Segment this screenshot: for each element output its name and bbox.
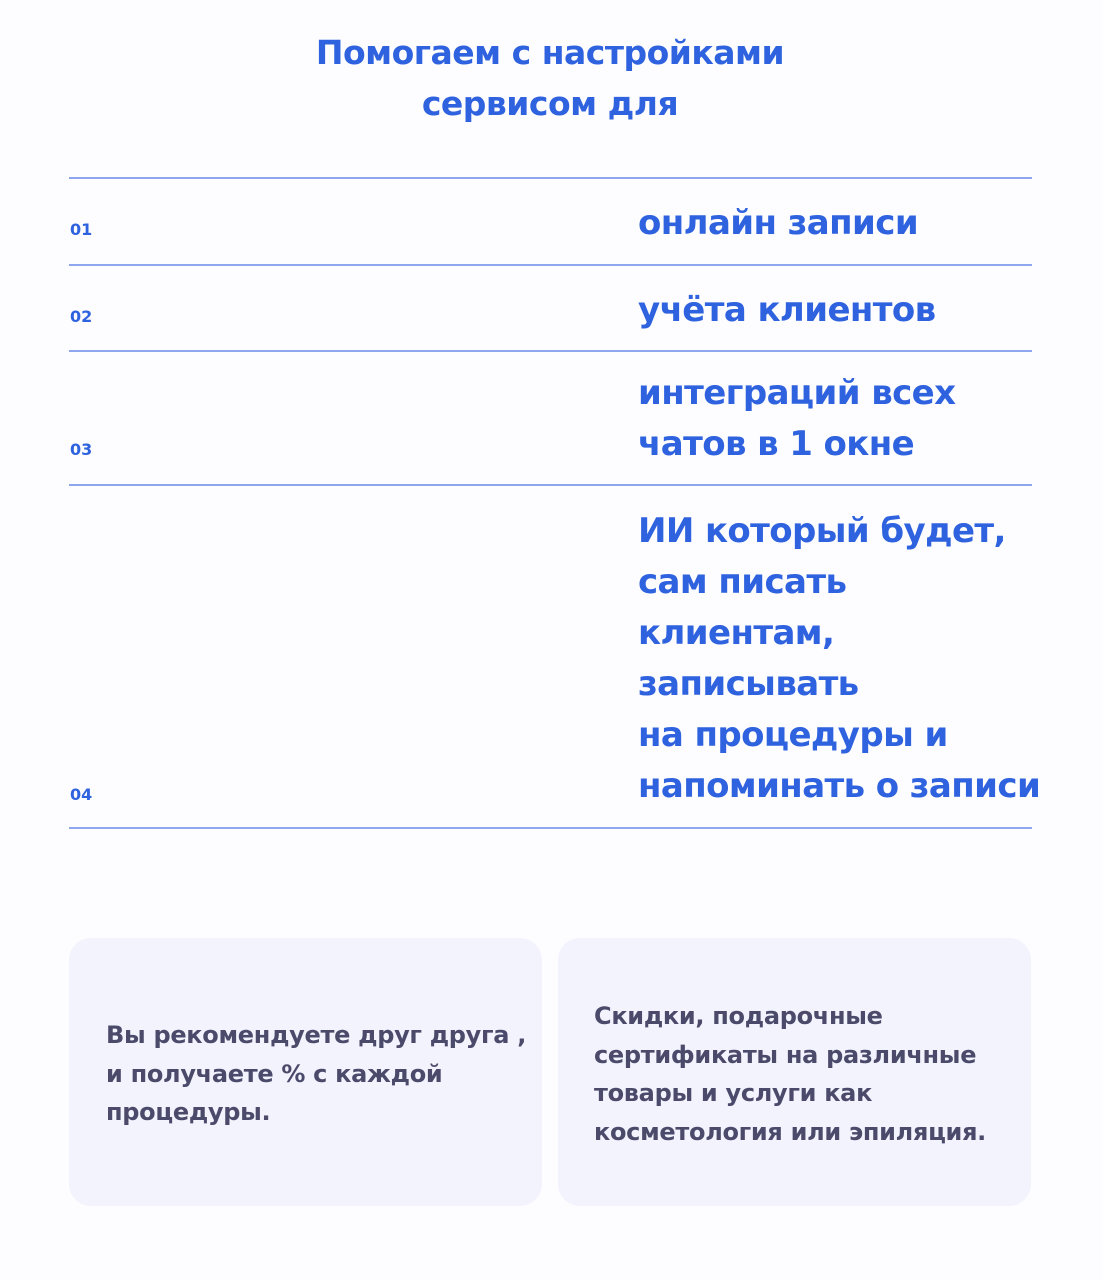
divider <box>69 264 1032 266</box>
feature-text-line: интеграций всех <box>638 373 956 413</box>
card-text-line: процедуры. <box>106 1098 271 1126</box>
feature-number: 03 <box>70 440 93 459</box>
feature-text-line: напоминать о записи <box>638 766 1041 806</box>
feature-text-line: ИИ который будет, <box>638 511 1006 551</box>
referral-card-text <box>106 1016 526 1132</box>
card-text-line: товары и услуги как <box>594 1079 873 1107</box>
feature-text <box>638 368 1048 470</box>
feature-text-line: на процедуры и <box>638 715 948 755</box>
feature-text <box>638 198 1048 249</box>
card-text-line: сертификаты на различные <box>594 1040 977 1069</box>
referral-card <box>69 938 542 1206</box>
divider <box>69 827 1032 829</box>
feature-text <box>638 506 1048 812</box>
card-text-line: и получаете % с каждой <box>106 1059 443 1088</box>
divider <box>69 177 1032 179</box>
feature-text-line: записывать <box>638 664 859 704</box>
discount-card <box>558 938 1031 1206</box>
card-text-line: Вы рекомендуете друг друга , <box>106 1021 527 1049</box>
discount-card-text <box>594 997 986 1151</box>
page-title-line: сервисом для <box>421 84 679 123</box>
feature-number: 02 <box>70 307 93 326</box>
feature-text-line: чатов в 1 окне <box>638 424 915 464</box>
card-text-line: Скидки, подарочные <box>594 1002 883 1030</box>
divider <box>69 350 1032 352</box>
feature-text-line: онлайн записи <box>638 203 919 243</box>
feature-number: 04 <box>70 785 93 804</box>
page-title-line: Помогаем с настройками <box>315 33 785 72</box>
feature-text <box>638 285 1048 336</box>
feature-number: 01 <box>70 220 93 239</box>
divider <box>69 484 1032 486</box>
page-title <box>0 27 1100 129</box>
feature-text-line: сам писать <box>638 562 847 602</box>
feature-text-line: клиентам, <box>638 613 835 653</box>
feature-text-line: учёта клиентов <box>638 290 936 330</box>
card-text-line: косметология или эпиляция. <box>594 1117 986 1146</box>
